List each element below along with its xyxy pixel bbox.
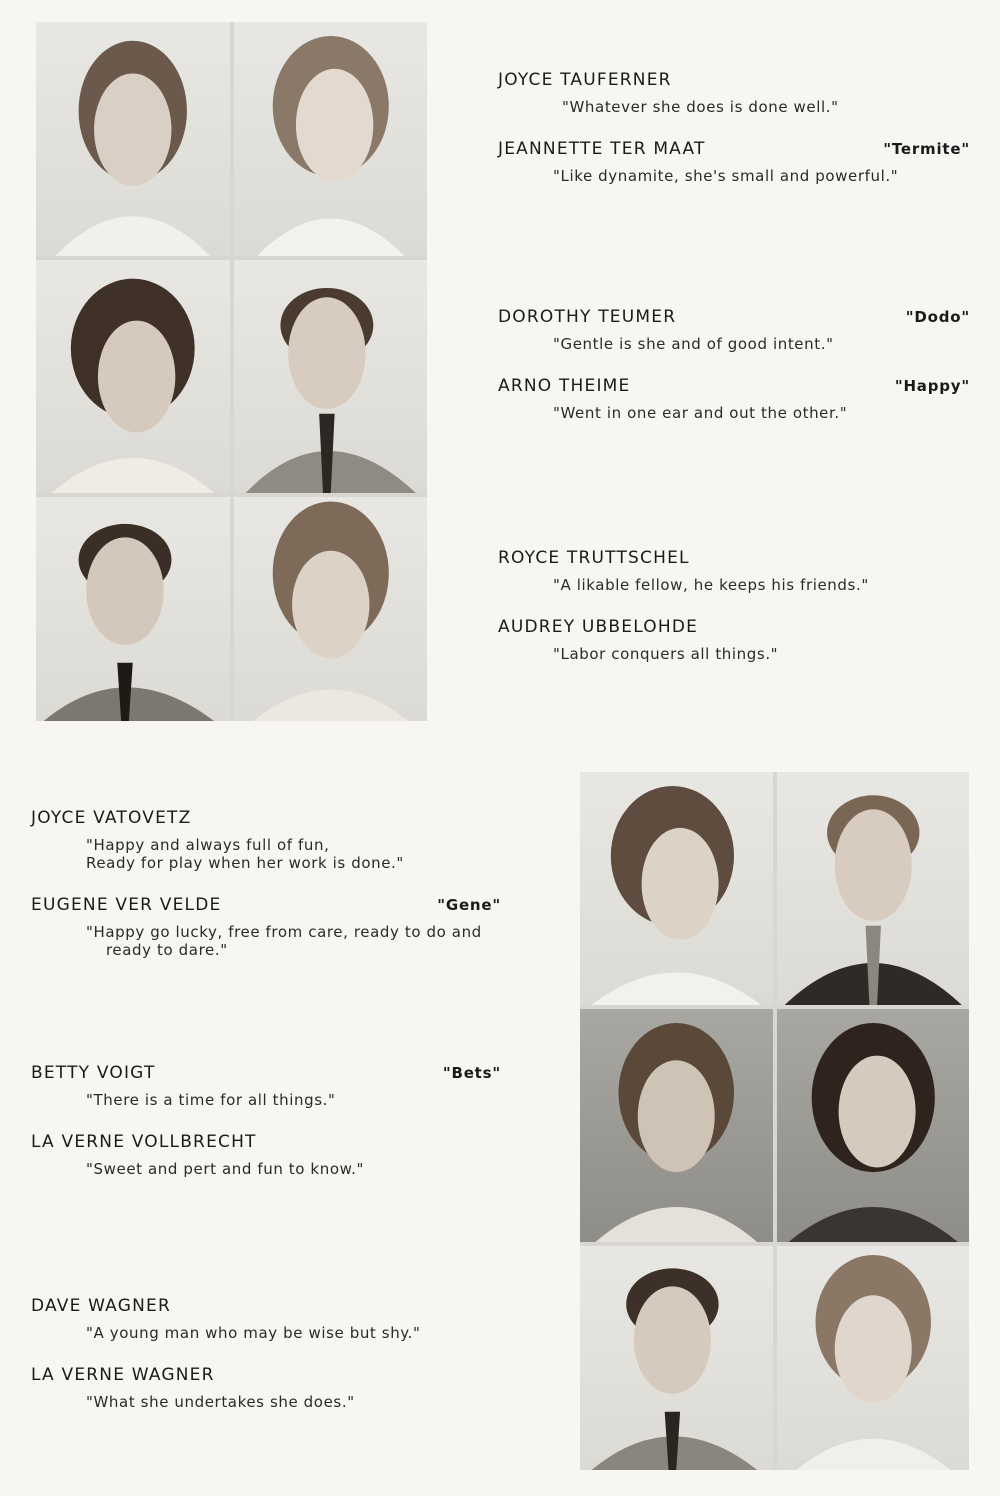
student-name: ROYCE TRUTTSCHEL xyxy=(498,548,690,568)
student-name: DOROTHY TEUMER xyxy=(498,307,677,327)
student-quote: "Whatever she does is done well." xyxy=(562,98,839,116)
student-name: LA VERNE VOLLBRECHT xyxy=(31,1132,257,1152)
portrait-joyce-vatovetz xyxy=(580,772,773,1005)
portrait-joyce-tauferner xyxy=(36,22,230,256)
portrait-la-verne-vollbrecht xyxy=(777,1009,970,1242)
portrait-arno-theime xyxy=(234,260,428,493)
portrait-la-verne-wagner xyxy=(777,1246,970,1470)
student-name: JOYCE TAUFERNER xyxy=(498,70,672,90)
portrait-eugene-ver-velde xyxy=(777,772,970,1005)
student-quote: "Like dynamite, she's small and powerful." xyxy=(553,167,899,185)
top-photo-grid xyxy=(36,22,427,721)
student-name: BETTY VOIGT xyxy=(31,1063,156,1083)
entry-royce-truttschel xyxy=(498,548,970,594)
student-quote: "Gentle is she and of good intent." xyxy=(553,335,834,353)
student-quote: "Sweet and pert and fun to know." xyxy=(86,1160,364,1178)
student-name: JEANNETTE TER MAAT xyxy=(498,139,706,159)
portrait-betty-voigt xyxy=(580,1009,773,1242)
student-quote: "Labor conquers all things." xyxy=(553,645,779,663)
entry-audrey-ubbelohde xyxy=(498,617,970,663)
portrait-dave-wagner xyxy=(580,1246,773,1470)
student-name: DAVE WAGNER xyxy=(31,1296,171,1316)
portrait-royce-truttschel xyxy=(36,497,230,721)
student-name: ARNO THEIME xyxy=(498,376,631,396)
portrait-audrey-ubbelohde xyxy=(234,497,428,721)
student-nickname: "Gene" xyxy=(437,896,501,914)
student-nickname: "Happy" xyxy=(894,377,970,395)
student-name: JOYCE VATOVETZ xyxy=(31,808,192,828)
entry-dave-wagner xyxy=(31,1296,501,1342)
entry-arno-theime xyxy=(498,376,970,422)
student-quote: "Happy and always full of fun, Ready for play when her work is done." xyxy=(86,836,404,872)
entry-betty-voigt xyxy=(31,1063,501,1109)
entry-la-verne-vollbrecht xyxy=(31,1132,501,1178)
student-quote: "Happy go lucky, free from care, ready to do and ready to dare." xyxy=(86,923,482,959)
entry-joyce-vatovetz xyxy=(31,808,501,872)
student-quote: "What she undertakes she does." xyxy=(86,1393,355,1411)
portrait-dorothy-teumer xyxy=(36,260,230,493)
student-nickname: "Dodo" xyxy=(905,308,970,326)
entry-dorothy-teumer xyxy=(498,307,970,353)
bottom-photo-grid xyxy=(580,772,969,1470)
student-name: LA VERNE WAGNER xyxy=(31,1365,215,1385)
student-nickname: "Termite" xyxy=(883,140,970,158)
entry-la-verne-wagner xyxy=(31,1365,501,1411)
student-nickname: "Bets" xyxy=(442,1064,501,1082)
student-name: EUGENE VER VELDE xyxy=(31,895,222,915)
entry-jeannette-ter-maat xyxy=(498,139,970,185)
student-quote: "A young man who may be wise but shy." xyxy=(86,1324,421,1342)
student-quote: "Went in one ear and out the other." xyxy=(553,404,848,422)
entry-joyce-tauferner xyxy=(498,70,970,116)
student-quote: "There is a time for all things." xyxy=(86,1091,336,1109)
student-quote: "A likable fellow, he keeps his friends." xyxy=(553,576,869,594)
portrait-jeannette-ter-maat xyxy=(234,22,428,256)
entry-eugene-ver-velde xyxy=(31,895,501,959)
student-name: AUDREY UBBELOHDE xyxy=(498,617,699,637)
